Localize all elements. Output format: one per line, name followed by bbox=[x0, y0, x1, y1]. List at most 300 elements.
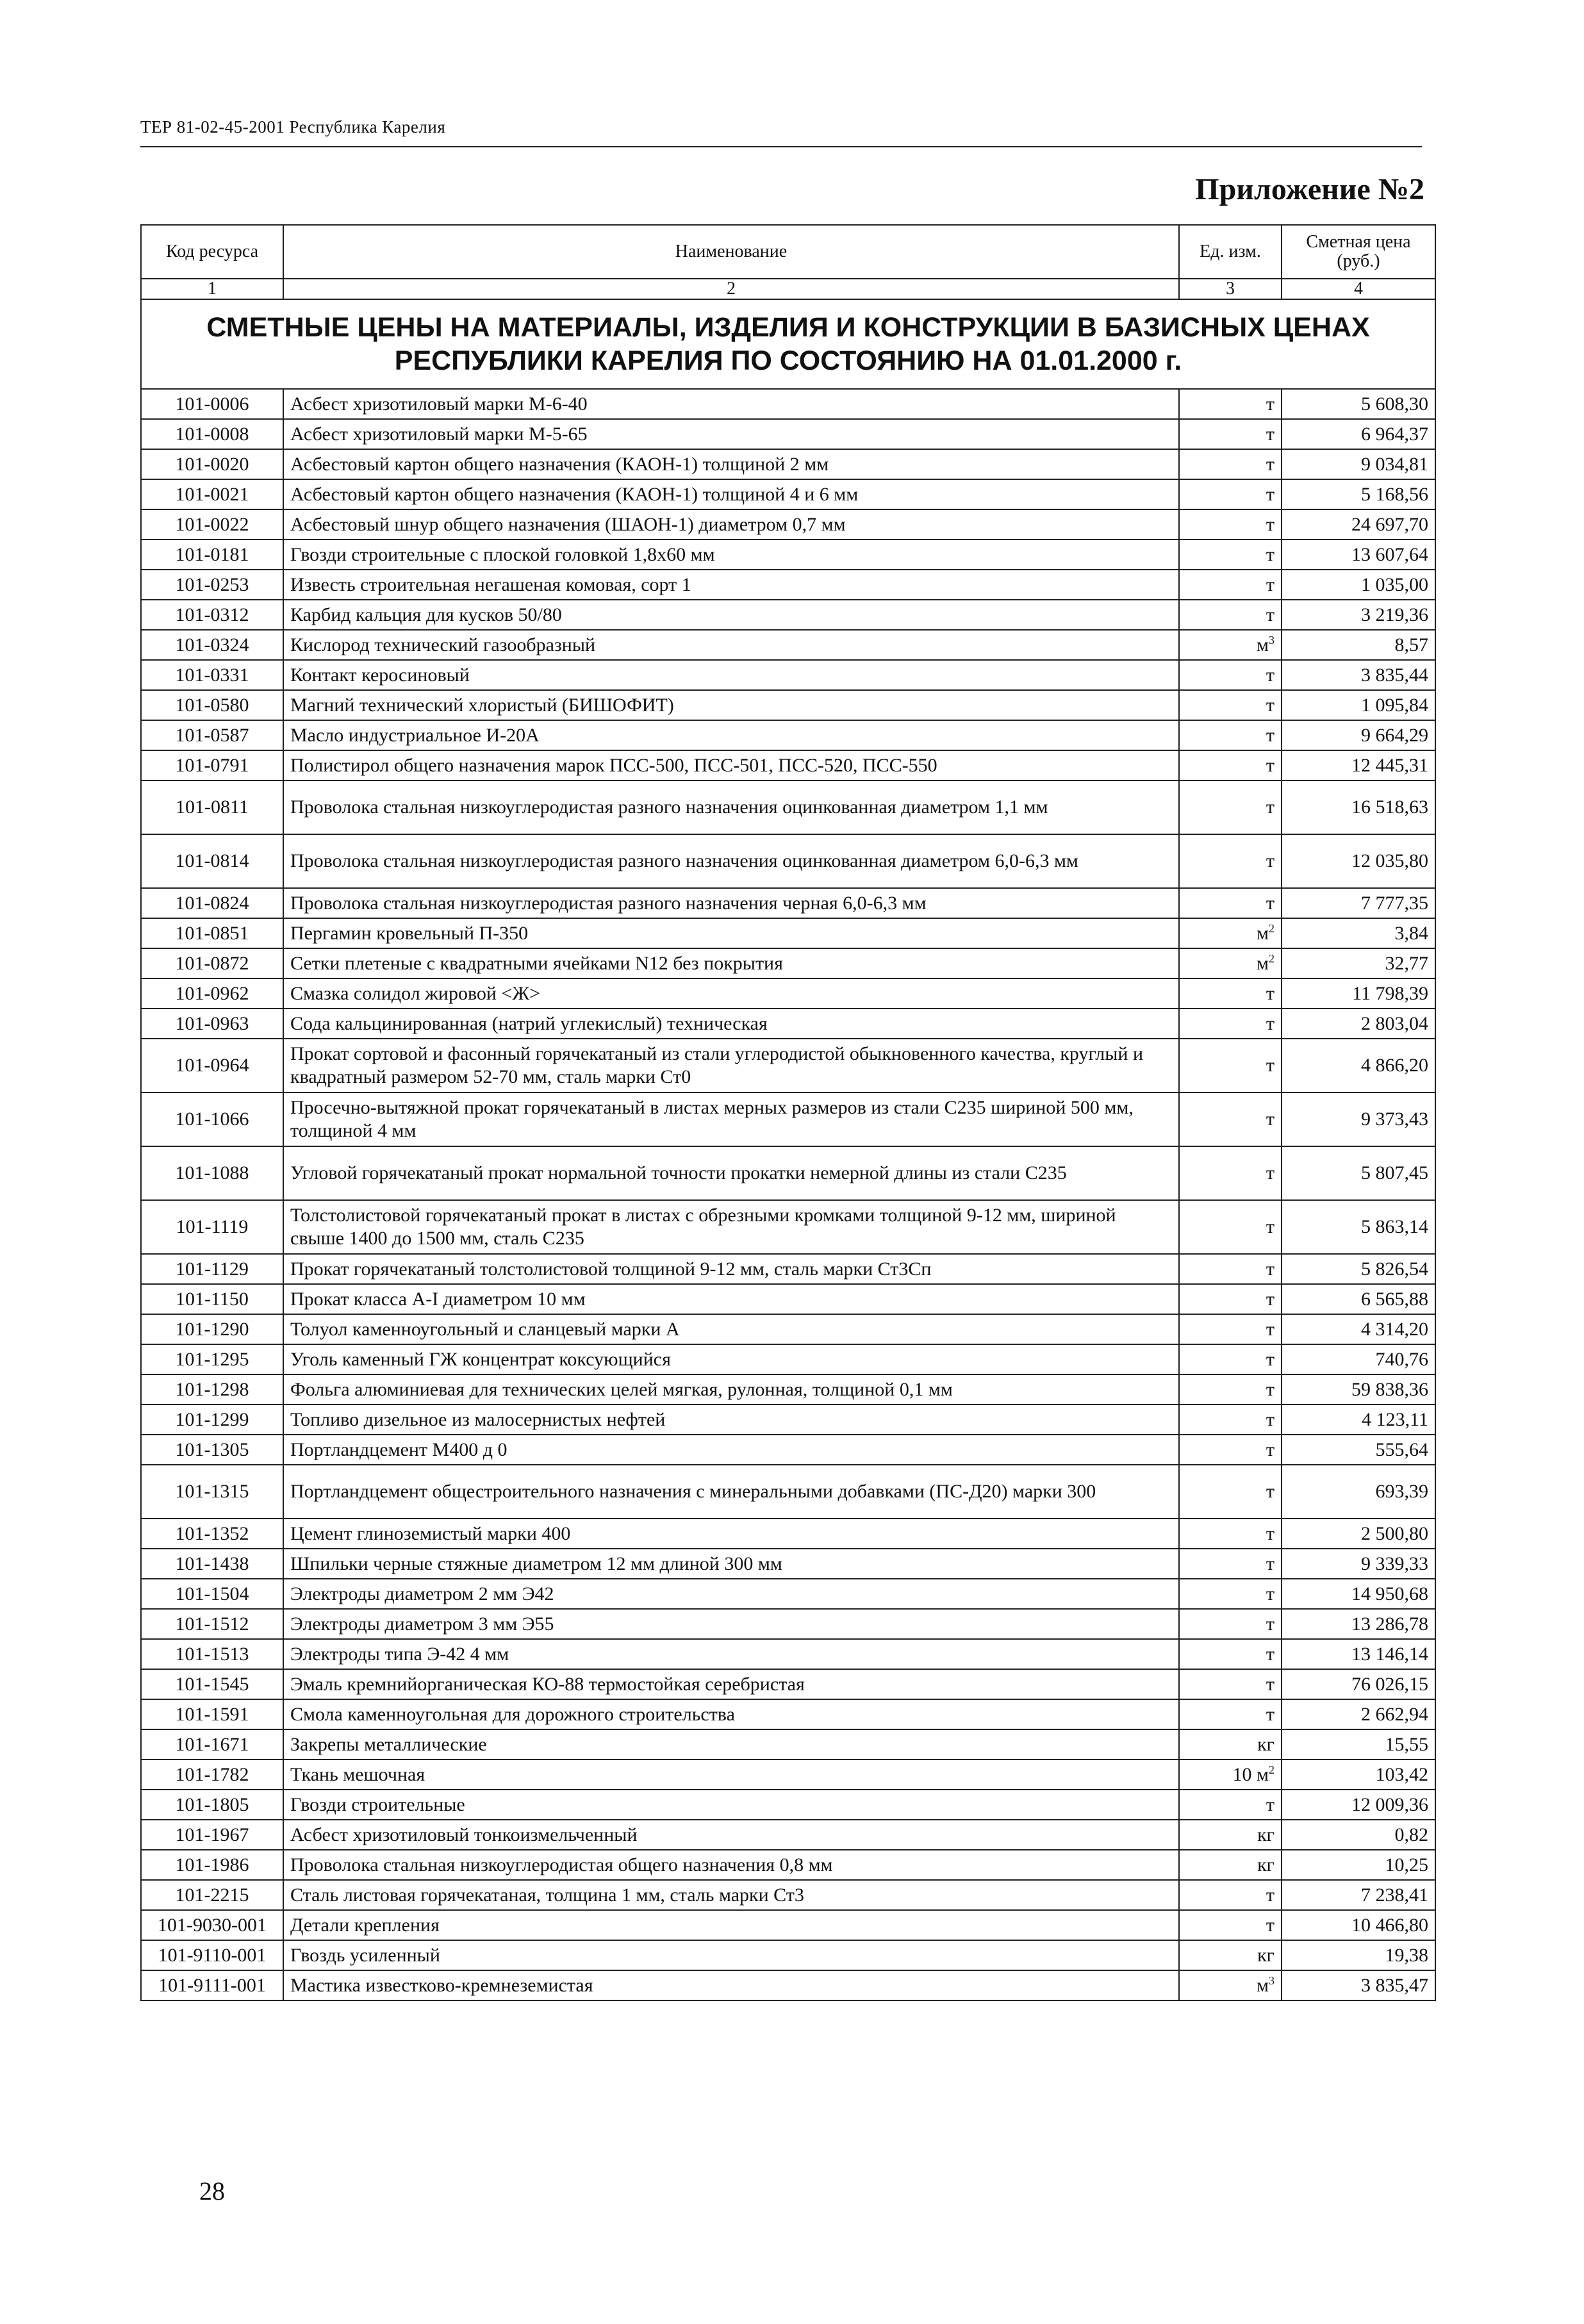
table-row bbox=[141, 1284, 1435, 1314]
price-cell bbox=[1282, 1820, 1435, 1850]
table-row bbox=[141, 1609, 1435, 1639]
price-cell bbox=[1282, 1850, 1435, 1880]
resource-code-cell bbox=[141, 600, 283, 630]
unit-cell-text: т bbox=[1266, 573, 1275, 595]
resource-code-cell bbox=[141, 1609, 283, 1639]
price-cell-text: 19,38 bbox=[1385, 1944, 1428, 1966]
resource-code-cell-text: 101-0851 bbox=[175, 922, 249, 944]
resource-name-cell-text: Электроды диаметром 3 мм Э55 bbox=[290, 1613, 554, 1635]
price-cell-text: 2 803,04 bbox=[1361, 1012, 1428, 1034]
resource-code-cell bbox=[141, 1790, 283, 1820]
price-cell-text: 10 466,80 bbox=[1351, 1914, 1428, 1936]
unit-cell-text: т bbox=[1266, 1108, 1275, 1130]
resource-name-cell-text: Просечно-вытяжной прокат горячекатаный в листах мерных размеров из стали С235 шириной 500 мм, толщиной 4 мм bbox=[290, 1097, 1134, 1141]
table-row bbox=[141, 1880, 1435, 1910]
resource-code-cell-text: 101-0324 bbox=[175, 634, 249, 655]
unit-cell bbox=[1179, 1465, 1282, 1519]
resource-code-cell bbox=[141, 1910, 283, 1940]
price-cell-text: 9 373,43 bbox=[1361, 1108, 1428, 1130]
price-cell-text: 103,42 bbox=[1375, 1763, 1428, 1785]
column-header-name: Наименование bbox=[283, 225, 1179, 279]
resource-name-cell bbox=[283, 1579, 1179, 1609]
resource-code-cell-text: 101-9030-001 bbox=[158, 1914, 267, 1936]
price-cell-text: 4 123,11 bbox=[1362, 1408, 1428, 1430]
unit-exponent: 3 bbox=[1269, 1974, 1275, 1987]
resource-name-cell bbox=[283, 1549, 1179, 1579]
price-cell-text: 1 095,84 bbox=[1361, 694, 1428, 716]
resource-name-cell-text: Фольга алюминиевая для технических целей мягкая, рулонная, толщиной 0,1 мм bbox=[290, 1378, 953, 1400]
unit-cell bbox=[1179, 750, 1282, 780]
resource-name-cell-text: Уголь каменный ГЖ концентрат коксующийся bbox=[290, 1348, 671, 1370]
price-cell bbox=[1282, 1200, 1435, 1254]
resource-code-cell-text: 101-1438 bbox=[175, 1553, 249, 1574]
table-row bbox=[141, 1092, 1435, 1146]
resource-name-cell-text: Смазка солидол жировой <Ж> bbox=[290, 982, 541, 1004]
resource-name-cell-text: Гвозди строительные с плоской головкой 1,8х60 мм bbox=[290, 543, 715, 565]
price-cell bbox=[1282, 888, 1435, 918]
resource-code-cell bbox=[141, 1940, 283, 1970]
column-number-1: 1 bbox=[141, 279, 283, 299]
resource-code-cell bbox=[141, 630, 283, 660]
resource-code-cell bbox=[141, 720, 283, 750]
price-cell-text: 16 518,63 bbox=[1351, 796, 1428, 818]
resource-name-cell bbox=[283, 630, 1179, 660]
resource-code-cell bbox=[141, 1820, 283, 1850]
table-row bbox=[141, 1405, 1435, 1435]
table-row bbox=[141, 1435, 1435, 1465]
price-cell bbox=[1282, 509, 1435, 540]
column-number-4: 4 bbox=[1282, 279, 1435, 299]
price-cell bbox=[1282, 1609, 1435, 1639]
table-row bbox=[141, 1790, 1435, 1820]
unit-cell bbox=[1179, 888, 1282, 918]
resource-code-cell-text: 101-0962 bbox=[175, 982, 249, 1004]
resource-code-cell-text: 101-1352 bbox=[175, 1522, 249, 1544]
resource-code-cell-text: 101-1298 bbox=[175, 1378, 249, 1400]
resource-code-cell bbox=[141, 948, 283, 978]
price-cell-text: 5 608,30 bbox=[1361, 393, 1428, 415]
resource-code-cell bbox=[141, 540, 283, 570]
resource-code-cell-text: 101-1315 bbox=[175, 1481, 249, 1502]
unit-cell bbox=[1179, 1699, 1282, 1729]
unit-cell bbox=[1179, 1639, 1282, 1669]
unit-cell-text: т bbox=[1266, 1162, 1275, 1183]
unit-cell-text: кг bbox=[1257, 1733, 1275, 1755]
resource-code-cell bbox=[141, 660, 283, 690]
resource-name-cell bbox=[283, 690, 1179, 720]
price-cell-text: 13 286,78 bbox=[1351, 1613, 1428, 1635]
price-cell-text: 7 777,35 bbox=[1361, 892, 1428, 914]
table-row bbox=[141, 1254, 1435, 1284]
table-row bbox=[141, 1699, 1435, 1729]
unit-cell bbox=[1179, 1435, 1282, 1465]
resource-name-cell bbox=[283, 570, 1179, 600]
resource-code-cell-text: 101-1290 bbox=[175, 1318, 249, 1340]
resource-name-cell-text: Контакт керосиновый bbox=[290, 664, 470, 686]
unit-cell-text: т bbox=[1266, 1288, 1275, 1310]
price-cell-text: 6 565,88 bbox=[1361, 1288, 1428, 1310]
resource-code-cell bbox=[141, 1146, 283, 1200]
unit-cell bbox=[1179, 834, 1282, 888]
resource-name-cell-text: Кислород технический газообразный bbox=[290, 634, 596, 655]
price-cell-text: 15,55 bbox=[1385, 1733, 1428, 1755]
resource-name-cell-text: Асбест хризотиловый марки М-6-40 bbox=[290, 393, 588, 415]
resource-code-cell bbox=[141, 834, 283, 888]
resource-name-cell-text: Закрепы металлические bbox=[290, 1733, 487, 1755]
price-cell bbox=[1282, 1092, 1435, 1146]
resource-name-cell-text: Гвоздь усиленный bbox=[290, 1944, 440, 1966]
price-cell bbox=[1282, 1344, 1435, 1374]
table-row bbox=[141, 479, 1435, 509]
price-cell bbox=[1282, 1465, 1435, 1519]
unit-cell bbox=[1179, 540, 1282, 570]
resource-code-cell-text: 101-0312 bbox=[175, 604, 249, 625]
resource-code-cell-text: 101-0791 bbox=[175, 754, 249, 776]
resource-code-cell-text: 101-1513 bbox=[175, 1643, 249, 1665]
resource-name-cell bbox=[283, 660, 1179, 690]
price-cell bbox=[1282, 1699, 1435, 1729]
resource-code-cell-text: 101-1305 bbox=[175, 1438, 249, 1460]
resource-name-cell-text: Ткань мешочная bbox=[290, 1763, 425, 1785]
resource-name-cell bbox=[283, 888, 1179, 918]
resource-code-cell-text: 101-1805 bbox=[175, 1793, 249, 1815]
resource-name-cell-text: Топливо дизельное из малосернистых нефтей bbox=[290, 1408, 666, 1430]
resource-code-cell bbox=[141, 1039, 283, 1092]
unit-cell-text: т bbox=[1266, 423, 1275, 445]
unit-exponent: 3 bbox=[1269, 633, 1275, 647]
resource-code-cell-text: 101-1986 bbox=[175, 1854, 249, 1875]
price-cell bbox=[1282, 1759, 1435, 1790]
table-row bbox=[141, 1200, 1435, 1254]
unit-cell bbox=[1179, 1609, 1282, 1639]
unit-cell-text: т bbox=[1266, 1553, 1275, 1574]
resource-code-cell-text: 101-0872 bbox=[175, 952, 249, 974]
resource-name-cell-text: Магний технический хлористый (БИШОФИТ) bbox=[290, 694, 674, 716]
resource-name-cell bbox=[283, 1009, 1179, 1039]
unit-cell-text: т bbox=[1266, 1481, 1275, 1502]
price-cell bbox=[1282, 630, 1435, 660]
resource-name-cell-text: Прокат класса А-I диаметром 10 мм bbox=[290, 1288, 586, 1310]
resource-name-cell bbox=[283, 1405, 1179, 1435]
price-cell bbox=[1282, 1790, 1435, 1820]
table-row bbox=[141, 1344, 1435, 1374]
resource-code-cell-text: 101-1545 bbox=[175, 1673, 249, 1695]
resource-name-cell bbox=[283, 1850, 1179, 1880]
unit-cell-text: т bbox=[1266, 483, 1275, 505]
resource-code-cell-text: 101-0964 bbox=[175, 1055, 249, 1076]
resource-code-cell-text: 101-9111-001 bbox=[158, 1974, 266, 1996]
price-cell bbox=[1282, 479, 1435, 509]
resource-code-cell-text: 101-0824 bbox=[175, 892, 249, 914]
resource-name-cell bbox=[283, 1519, 1179, 1549]
price-cell-text: 555,64 bbox=[1375, 1438, 1428, 1460]
resource-code-cell-text: 101-0580 bbox=[175, 694, 249, 716]
unit-cell bbox=[1179, 948, 1282, 978]
resource-name-cell-text: Проволока стальная низкоуглеродистая разного назначения оцинкованная диаметром 6,0-6,3 мм bbox=[290, 850, 1078, 871]
table-row bbox=[141, 540, 1435, 570]
unit-cell-text: кг bbox=[1257, 1854, 1275, 1875]
resource-name-cell-text: Сталь листовая горячекатаная, толщина 1 мм, сталь марки Ст3 bbox=[290, 1884, 804, 1906]
resource-code-cell bbox=[141, 389, 283, 419]
unit-exponent: 2 bbox=[1269, 921, 1275, 935]
resource-name-cell bbox=[283, 1970, 1179, 2000]
unit-cell-text: т bbox=[1266, 1884, 1275, 1906]
unit-cell-text: т bbox=[1266, 1522, 1275, 1544]
resource-name-cell-text: Электроды типа Э-42 4 мм bbox=[290, 1643, 509, 1665]
resource-code-cell-text: 101-0331 bbox=[175, 664, 249, 686]
price-cell bbox=[1282, 1254, 1435, 1284]
resource-name-cell-text: Проволока стальная низкоуглеродистая разного назначения оцинкованная диаметром 1,1 мм bbox=[290, 796, 1048, 818]
resource-code-cell bbox=[141, 1254, 283, 1284]
resource-code-cell bbox=[141, 1009, 283, 1039]
table-row bbox=[141, 720, 1435, 750]
column-number-2: 2 bbox=[283, 279, 1179, 299]
unit-cell-text: т bbox=[1266, 453, 1275, 475]
resource-code-cell-text: 101-0587 bbox=[175, 724, 249, 746]
price-cell-text: 76 026,15 bbox=[1351, 1673, 1428, 1695]
resource-code-cell bbox=[141, 1729, 283, 1759]
resource-name-cell-text: Пергамин кровельный П-350 bbox=[290, 922, 529, 944]
unit-cell bbox=[1179, 1146, 1282, 1200]
resource-name-cell-text: Гвозди строительные bbox=[290, 1793, 465, 1815]
price-cell-text: 740,76 bbox=[1375, 1348, 1428, 1370]
price-cell bbox=[1282, 389, 1435, 419]
price-cell-text: 3 835,47 bbox=[1361, 1974, 1428, 1996]
resource-name-cell bbox=[283, 1344, 1179, 1374]
resource-name-cell-text: Проволока стальная низкоуглеродистая разного назначения черная 6,0-6,3 мм bbox=[290, 892, 927, 914]
resource-name-cell bbox=[283, 834, 1179, 888]
price-cell-text: 5 863,14 bbox=[1361, 1216, 1428, 1237]
table-row bbox=[141, 1970, 1435, 2000]
resource-name-cell bbox=[283, 978, 1179, 1009]
column-header-row bbox=[141, 225, 1435, 279]
unit-cell-text: т bbox=[1266, 1438, 1275, 1460]
price-cell-text: 9 339,33 bbox=[1361, 1553, 1428, 1574]
unit-cell bbox=[1179, 1850, 1282, 1880]
price-cell bbox=[1282, 419, 1435, 449]
unit-cell bbox=[1179, 509, 1282, 540]
resource-code-cell-text: 101-1129 bbox=[176, 1258, 249, 1280]
resource-code-cell bbox=[141, 1200, 283, 1254]
resource-code-cell-text: 101-1299 bbox=[175, 1408, 249, 1430]
unit-cell-text: т bbox=[1266, 850, 1275, 871]
unit-cell bbox=[1179, 1519, 1282, 1549]
unit-cell bbox=[1179, 720, 1282, 750]
table-row bbox=[141, 888, 1435, 918]
unit-cell bbox=[1179, 1790, 1282, 1820]
unit-cell-text: т bbox=[1266, 754, 1275, 776]
unit-cell bbox=[1179, 1092, 1282, 1146]
resource-code-cell bbox=[141, 780, 283, 834]
resource-code-cell-text: 101-1512 bbox=[175, 1613, 249, 1635]
price-cell-text: 11 798,39 bbox=[1352, 982, 1428, 1004]
resource-name-cell bbox=[283, 1146, 1179, 1200]
resource-name-cell bbox=[283, 1880, 1179, 1910]
unit-cell-text: т bbox=[1266, 724, 1275, 746]
unit-cell bbox=[1179, 630, 1282, 660]
price-cell bbox=[1282, 780, 1435, 834]
running-header: ТЕР 81-02-45-2001 Республика Карелия bbox=[140, 117, 446, 136]
section-title-row bbox=[141, 299, 1435, 389]
resource-code-cell bbox=[141, 750, 283, 780]
resource-name-cell bbox=[283, 1465, 1179, 1519]
unit-cell bbox=[1179, 449, 1282, 479]
price-cell bbox=[1282, 540, 1435, 570]
section-title: СМЕТНЫЕ ЦЕНЫ НА МАТЕРИАЛЫ, ИЗДЕЛИЯ И КОНСТРУКЦИИ В БАЗИСНЫХ ЦЕНАХ РЕСПУБЛИКИ КАРЕЛИЯ ПО СОСТОЯНИЮ НА 01.01.2000 г. bbox=[141, 299, 1435, 389]
table-row bbox=[141, 570, 1435, 600]
resource-code-cell-text: 101-0006 bbox=[175, 393, 249, 415]
price-cell-text: 3,84 bbox=[1394, 922, 1428, 944]
resource-name-cell-text: Асбестовый картон общего назначения (КАОН-1) толщиной 4 и 6 мм bbox=[290, 483, 859, 505]
unit-cell-text: т bbox=[1266, 604, 1275, 625]
price-cell-text: 3 219,36 bbox=[1361, 604, 1428, 625]
price-cell bbox=[1282, 1729, 1435, 1759]
resource-code-cell bbox=[141, 1880, 283, 1910]
unit-cell-text: т bbox=[1266, 1258, 1275, 1280]
unit-cell bbox=[1179, 690, 1282, 720]
resource-name-cell bbox=[283, 540, 1179, 570]
price-cell-text: 2 662,94 bbox=[1361, 1703, 1428, 1725]
resource-name-cell bbox=[283, 1609, 1179, 1639]
resource-name-cell bbox=[283, 389, 1179, 419]
column-number-3: 3 bbox=[1179, 279, 1282, 299]
resource-name-cell-text: Сетки плетеные с квадратными ячейками N12 без покрытия bbox=[290, 952, 783, 974]
unit-cell bbox=[1179, 1669, 1282, 1699]
table-row bbox=[141, 660, 1435, 690]
price-cell bbox=[1282, 1639, 1435, 1669]
price-cell bbox=[1282, 449, 1435, 479]
resource-name-cell-text: Портландцемент общестроительного назначения с минеральными добавками (ПС-Д20) марки 300 bbox=[290, 1481, 1096, 1502]
resource-name-cell bbox=[283, 1092, 1179, 1146]
resource-name-cell bbox=[283, 1910, 1179, 1940]
resource-code-cell-text: 101-1967 bbox=[175, 1824, 249, 1845]
resource-code-cell-text: 101-2215 bbox=[175, 1884, 249, 1906]
resource-name-cell bbox=[283, 1759, 1179, 1790]
resource-code-cell-text: 101-1295 bbox=[175, 1348, 249, 1370]
price-cell-text: 5 826,54 bbox=[1361, 1258, 1428, 1280]
price-cell bbox=[1282, 1940, 1435, 1970]
price-cell-text: 12 035,80 bbox=[1351, 850, 1428, 871]
unit-cell bbox=[1179, 1009, 1282, 1039]
resource-name-cell-text: Проволока стальная низкоуглеродистая общего назначения 0,8 мм bbox=[290, 1854, 833, 1875]
unit-cell-text: т bbox=[1266, 1914, 1275, 1936]
resource-name-cell bbox=[283, 479, 1179, 509]
price-table-body bbox=[141, 389, 1435, 2000]
unit-cell-text: т bbox=[1266, 1583, 1275, 1604]
unit-cell-text: 10 м bbox=[1232, 1763, 1269, 1785]
resource-code-cell bbox=[141, 1374, 283, 1405]
unit-cell-text: т bbox=[1266, 513, 1275, 535]
resource-name-cell-text: Асбестовый шнур общего назначения (ШАОН-1) диаметром 0,7 мм bbox=[290, 513, 846, 535]
resource-name-cell bbox=[283, 1940, 1179, 1970]
resource-name-cell bbox=[283, 918, 1179, 948]
unit-cell bbox=[1179, 1579, 1282, 1609]
table-row bbox=[141, 948, 1435, 978]
unit-cell bbox=[1179, 1039, 1282, 1092]
resource-name-cell bbox=[283, 509, 1179, 540]
unit-cell-text: т bbox=[1266, 1216, 1275, 1237]
unit-cell bbox=[1179, 1880, 1282, 1910]
unit-cell bbox=[1179, 1314, 1282, 1344]
resource-code-cell bbox=[141, 1639, 283, 1669]
resource-name-cell bbox=[283, 948, 1179, 978]
resource-name-cell-text: Цемент глиноземистый марки 400 bbox=[290, 1522, 571, 1544]
resource-code-cell-text: 101-0963 bbox=[175, 1012, 249, 1034]
price-cell-text: 1 035,00 bbox=[1361, 573, 1428, 595]
unit-cell-text: т bbox=[1266, 796, 1275, 818]
unit-cell-text: т bbox=[1266, 1703, 1275, 1725]
unit-cell-text: т bbox=[1266, 1378, 1275, 1400]
table-row bbox=[141, 1549, 1435, 1579]
price-cell bbox=[1282, 1970, 1435, 2000]
price-cell-text: 5 168,56 bbox=[1361, 483, 1428, 505]
resource-code-cell bbox=[141, 1435, 283, 1465]
table-row bbox=[141, 1579, 1435, 1609]
resource-code-cell bbox=[141, 479, 283, 509]
price-cell bbox=[1282, 1435, 1435, 1465]
table-row bbox=[141, 834, 1435, 888]
resource-code-cell-text: 101-0814 bbox=[175, 850, 249, 871]
resource-name-cell bbox=[283, 1200, 1179, 1254]
price-cell-text: 9 664,29 bbox=[1361, 724, 1428, 746]
resource-name-cell-text: Шпильки черные стяжные диаметром 12 мм длиной 300 мм bbox=[290, 1553, 782, 1574]
unit-cell bbox=[1179, 600, 1282, 630]
resource-code-cell bbox=[141, 888, 283, 918]
resource-name-cell bbox=[283, 1790, 1179, 1820]
price-cell-text: 12 445,31 bbox=[1351, 754, 1428, 776]
unit-cell-text: т bbox=[1266, 1643, 1275, 1665]
resource-name-cell bbox=[283, 1729, 1179, 1759]
resource-code-cell-text: 101-0811 bbox=[176, 796, 249, 818]
table-row bbox=[141, 1669, 1435, 1699]
page-number: 28 bbox=[199, 2177, 225, 2205]
table-row bbox=[141, 1729, 1435, 1759]
unit-cell bbox=[1179, 419, 1282, 449]
unit-exponent: 2 bbox=[1269, 952, 1275, 965]
unit-cell-text: т bbox=[1266, 694, 1275, 716]
column-number-row bbox=[141, 279, 1435, 299]
unit-cell bbox=[1179, 660, 1282, 690]
unit-cell-text: т bbox=[1266, 393, 1275, 415]
resource-code-cell bbox=[141, 690, 283, 720]
resource-code-cell-text: 101-1591 bbox=[175, 1703, 249, 1725]
price-cell bbox=[1282, 660, 1435, 690]
price-cell bbox=[1282, 600, 1435, 630]
resource-name-cell bbox=[283, 449, 1179, 479]
unit-cell bbox=[1179, 389, 1282, 419]
resource-code-cell-text: 101-1088 bbox=[175, 1162, 249, 1183]
price-cell bbox=[1282, 720, 1435, 750]
price-cell-text: 13 607,64 bbox=[1351, 543, 1428, 565]
appendix-title: Приложение №2 bbox=[1195, 172, 1424, 206]
unit-cell bbox=[1179, 1284, 1282, 1314]
unit-cell bbox=[1179, 1549, 1282, 1579]
price-cell-text: 2 500,80 bbox=[1361, 1522, 1428, 1544]
price-cell bbox=[1282, 1579, 1435, 1609]
resource-name-cell-text: Эмаль кремнийорганическая КО-88 термостойкая серебристая bbox=[290, 1673, 805, 1695]
resource-name-cell-text: Детали крепления bbox=[290, 1914, 440, 1936]
resource-name-cell-text: Масло индустриальное И-20А bbox=[290, 724, 540, 746]
price-cell bbox=[1282, 918, 1435, 948]
table-row bbox=[141, 918, 1435, 948]
resource-code-cell bbox=[141, 1519, 283, 1549]
table-row bbox=[141, 1314, 1435, 1344]
resource-code-cell bbox=[141, 1759, 283, 1790]
table-row bbox=[141, 1039, 1435, 1092]
resource-name-cell-text: Мастика известково-кремнеземистая bbox=[290, 1974, 593, 1996]
unit-cell-text: т bbox=[1266, 543, 1275, 565]
resource-name-cell-text: Толстолистовой горячекатаный прокат в листах с обрезными кромками толщиной 9-12 мм, шириной свыше 1400 до 1500 мм, сталь С235 bbox=[290, 1205, 1116, 1249]
